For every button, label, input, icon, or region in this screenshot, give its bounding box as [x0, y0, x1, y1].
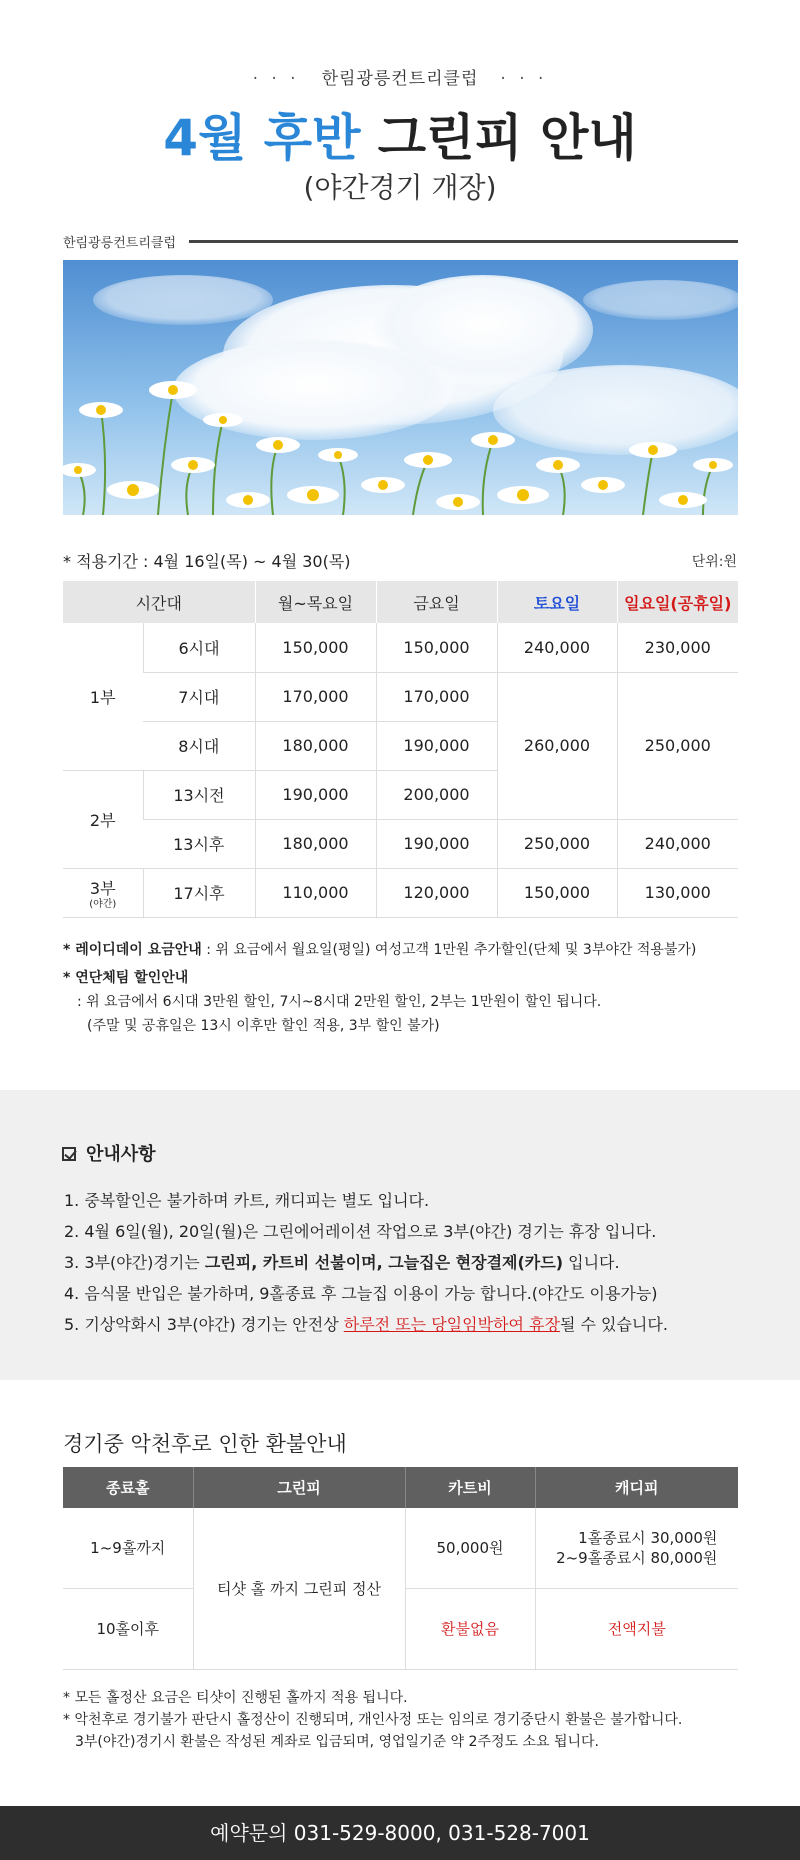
time-cell: 13시후 [143, 819, 255, 868]
price-cell-merged: 260,000 [497, 672, 617, 819]
warning-text: 하루전 또는 당일임박하여 휴장 [343, 1315, 560, 1334]
refund-header-row [63, 1467, 738, 1508]
price-cell: 250,000 [497, 819, 617, 868]
ladies-day-text: : 위 요금에서 월요일(평일) 여성고객 1만원 추가할인(단체 및 3부야간 적용불가) [201, 942, 697, 958]
table-row [63, 819, 738, 868]
list-item: 2. 4월 6일(월), 20일(월)은 그린에어레이션 작업으로 3부(야간) 경기는 휴장 입니다. [64, 1222, 657, 1241]
price-cell: 170,000 [376, 672, 497, 721]
annual-group-line1: : 위 요금에서 6시대 3만원 할인, 7시~8시대 2만원 할인, 2부는 1만원이 할인 됩니다. [77, 994, 602, 1010]
price-cell: 150,000 [255, 623, 376, 672]
club-name: 한림광릉컨트리클럽 [321, 69, 479, 89]
title-highlight: 4월 후반 [163, 109, 361, 167]
price-cell: 150,000 [376, 623, 497, 672]
guide-section [0, 1090, 800, 1380]
annual-group-label: * 연단체팀 할인안내 [63, 970, 189, 986]
time-cell: 17시후 [143, 868, 255, 917]
header-time-slot: 시간대 [63, 581, 255, 623]
header-sunday-holiday: 일요일(공휴일) [617, 581, 738, 623]
list-item: 5. 기상악화시 3부(야간) 경기는 안전상 하루전 또는 당일임박하여 휴장될 수 있습니다. [64, 1315, 668, 1334]
apply-period: * 적용기간 : 4월 16일(목) ~ 4월 30(목) [63, 552, 351, 571]
cart-cell: 50,000원 [405, 1508, 535, 1588]
header-mon-thu: 월~목요일 [255, 581, 376, 623]
price-cell-merged: 250,000 [617, 672, 738, 819]
title-rest: 그린피 안내 [360, 109, 637, 167]
discount-notes [63, 938, 763, 1038]
price-cell: 110,000 [255, 868, 376, 917]
part-label: 1부 [63, 623, 143, 770]
brand-row [63, 230, 738, 252]
table-row [63, 868, 738, 917]
caddy-cell: 전액지불 [535, 1588, 738, 1669]
price-unit: 단위:원 [691, 554, 737, 570]
refund-notes [63, 1687, 763, 1753]
price-cell: 240,000 [497, 623, 617, 672]
list-item: 4. 음식물 반입은 불가하며, 9홀종료 후 그늘집 이용이 가능 합니다.(야간도 이용가능) [64, 1284, 658, 1303]
page-title [0, 106, 800, 170]
price-cell: 130,000 [617, 868, 738, 917]
end-hole-cell: 10홀이후 [63, 1588, 193, 1669]
price-cell: 190,000 [376, 721, 497, 770]
ladies-day-note [63, 938, 763, 962]
guide-list [64, 1185, 764, 1340]
hero-image-daisies-sky [63, 260, 738, 515]
green-fee-table [63, 581, 738, 918]
caddy-cell: 1홀종료시 30,000원 2~9홀종료시 80,000원 [535, 1508, 738, 1588]
price-cell: 170,000 [255, 672, 376, 721]
refund-note-2: * 악천후로 경기불가 판단시 홀정산이 진행되며, 개인사정 또는 임의로 경기중단시 환불은 불가합니다. [63, 1712, 683, 1728]
time-cell: 13시전 [143, 770, 255, 819]
refund-table [63, 1467, 738, 1670]
reservation-footer: 예약문의 031-529-8000, 031-528-7001 [0, 1806, 800, 1860]
cart-cell: 환불없음 [405, 1588, 535, 1669]
header-cart-fee: 카트비 [405, 1467, 535, 1508]
brand-divider [189, 240, 738, 243]
part-label: 2부 [63, 770, 143, 868]
refund-note-1: * 모든 홀정산 요금은 티샷이 진행된 홀까지 적용 됩니다. [63, 1690, 408, 1706]
price-cell: 120,000 [376, 868, 497, 917]
refund-title: 경기중 악천후로 인한 환불안내 [63, 1432, 347, 1456]
table-row [63, 672, 738, 721]
brand-name: 한림광릉컨트리클럽 [63, 236, 177, 251]
header-green-fee: 그린피 [193, 1467, 405, 1508]
list-item: 1. 중복할인은 불가하며 카트, 캐디피는 별도 입니다. [64, 1191, 430, 1210]
time-cell: 7시대 [143, 672, 255, 721]
price-cell: 240,000 [617, 819, 738, 868]
greenfee-cell: 티샷 홀 까지 그린피 정산 [193, 1508, 405, 1669]
checkbox-icon [62, 1147, 76, 1161]
page-subtitle: (야간경기 개장) [303, 171, 497, 204]
price-cell: 230,000 [617, 623, 738, 672]
part-label [63, 868, 143, 917]
list-item: 3. 3부(야간)경기는 그린피, 카트비 선불이며, 그늘집은 현장결제(카드) 입니다. [64, 1253, 620, 1272]
price-cell: 190,000 [376, 819, 497, 868]
table-row [63, 1508, 738, 1588]
header-saturday: 토요일 [497, 581, 617, 623]
decor-dots-left: · · · [252, 69, 300, 89]
annual-group-line2: (주말 및 공휴일은 13시 이후만 할인 적용, 3부 할인 불가) [87, 1018, 440, 1034]
table-row [63, 623, 738, 672]
guide-title: 안내사항 [62, 1140, 156, 1166]
time-cell: 8시대 [143, 721, 255, 770]
price-cell: 190,000 [255, 770, 376, 819]
header-end-hole: 종료홀 [63, 1467, 193, 1508]
header-friday: 금요일 [376, 581, 497, 623]
price-cell: 200,000 [376, 770, 497, 819]
part3-sub: (야간) [89, 898, 117, 910]
refund-note-3: 3부(야간)경기시 환불은 작성된 계좌로 입금되며, 영업일기준 약 2주정도 소요 됩니다. [75, 1734, 599, 1750]
time-cell: 6시대 [143, 623, 255, 672]
price-cell: 150,000 [497, 868, 617, 917]
end-hole-cell: 1~9홀까지 [63, 1508, 193, 1588]
price-cell: 180,000 [255, 721, 376, 770]
hero-illustration [63, 260, 738, 515]
part3-label: 3부 [89, 878, 116, 898]
header-caddy-fee: 캐디피 [535, 1467, 738, 1508]
ladies-day-label: * 레이디데이 요금안내 [63, 942, 202, 958]
club-name-line [0, 64, 800, 89]
decor-dots-right: · · · [500, 69, 548, 89]
price-cell: 180,000 [255, 819, 376, 868]
bold-text: 그린피, 카트비 선불이며, 그늘집은 현장결제(카드) [204, 1253, 564, 1272]
table-header-row [63, 581, 738, 623]
